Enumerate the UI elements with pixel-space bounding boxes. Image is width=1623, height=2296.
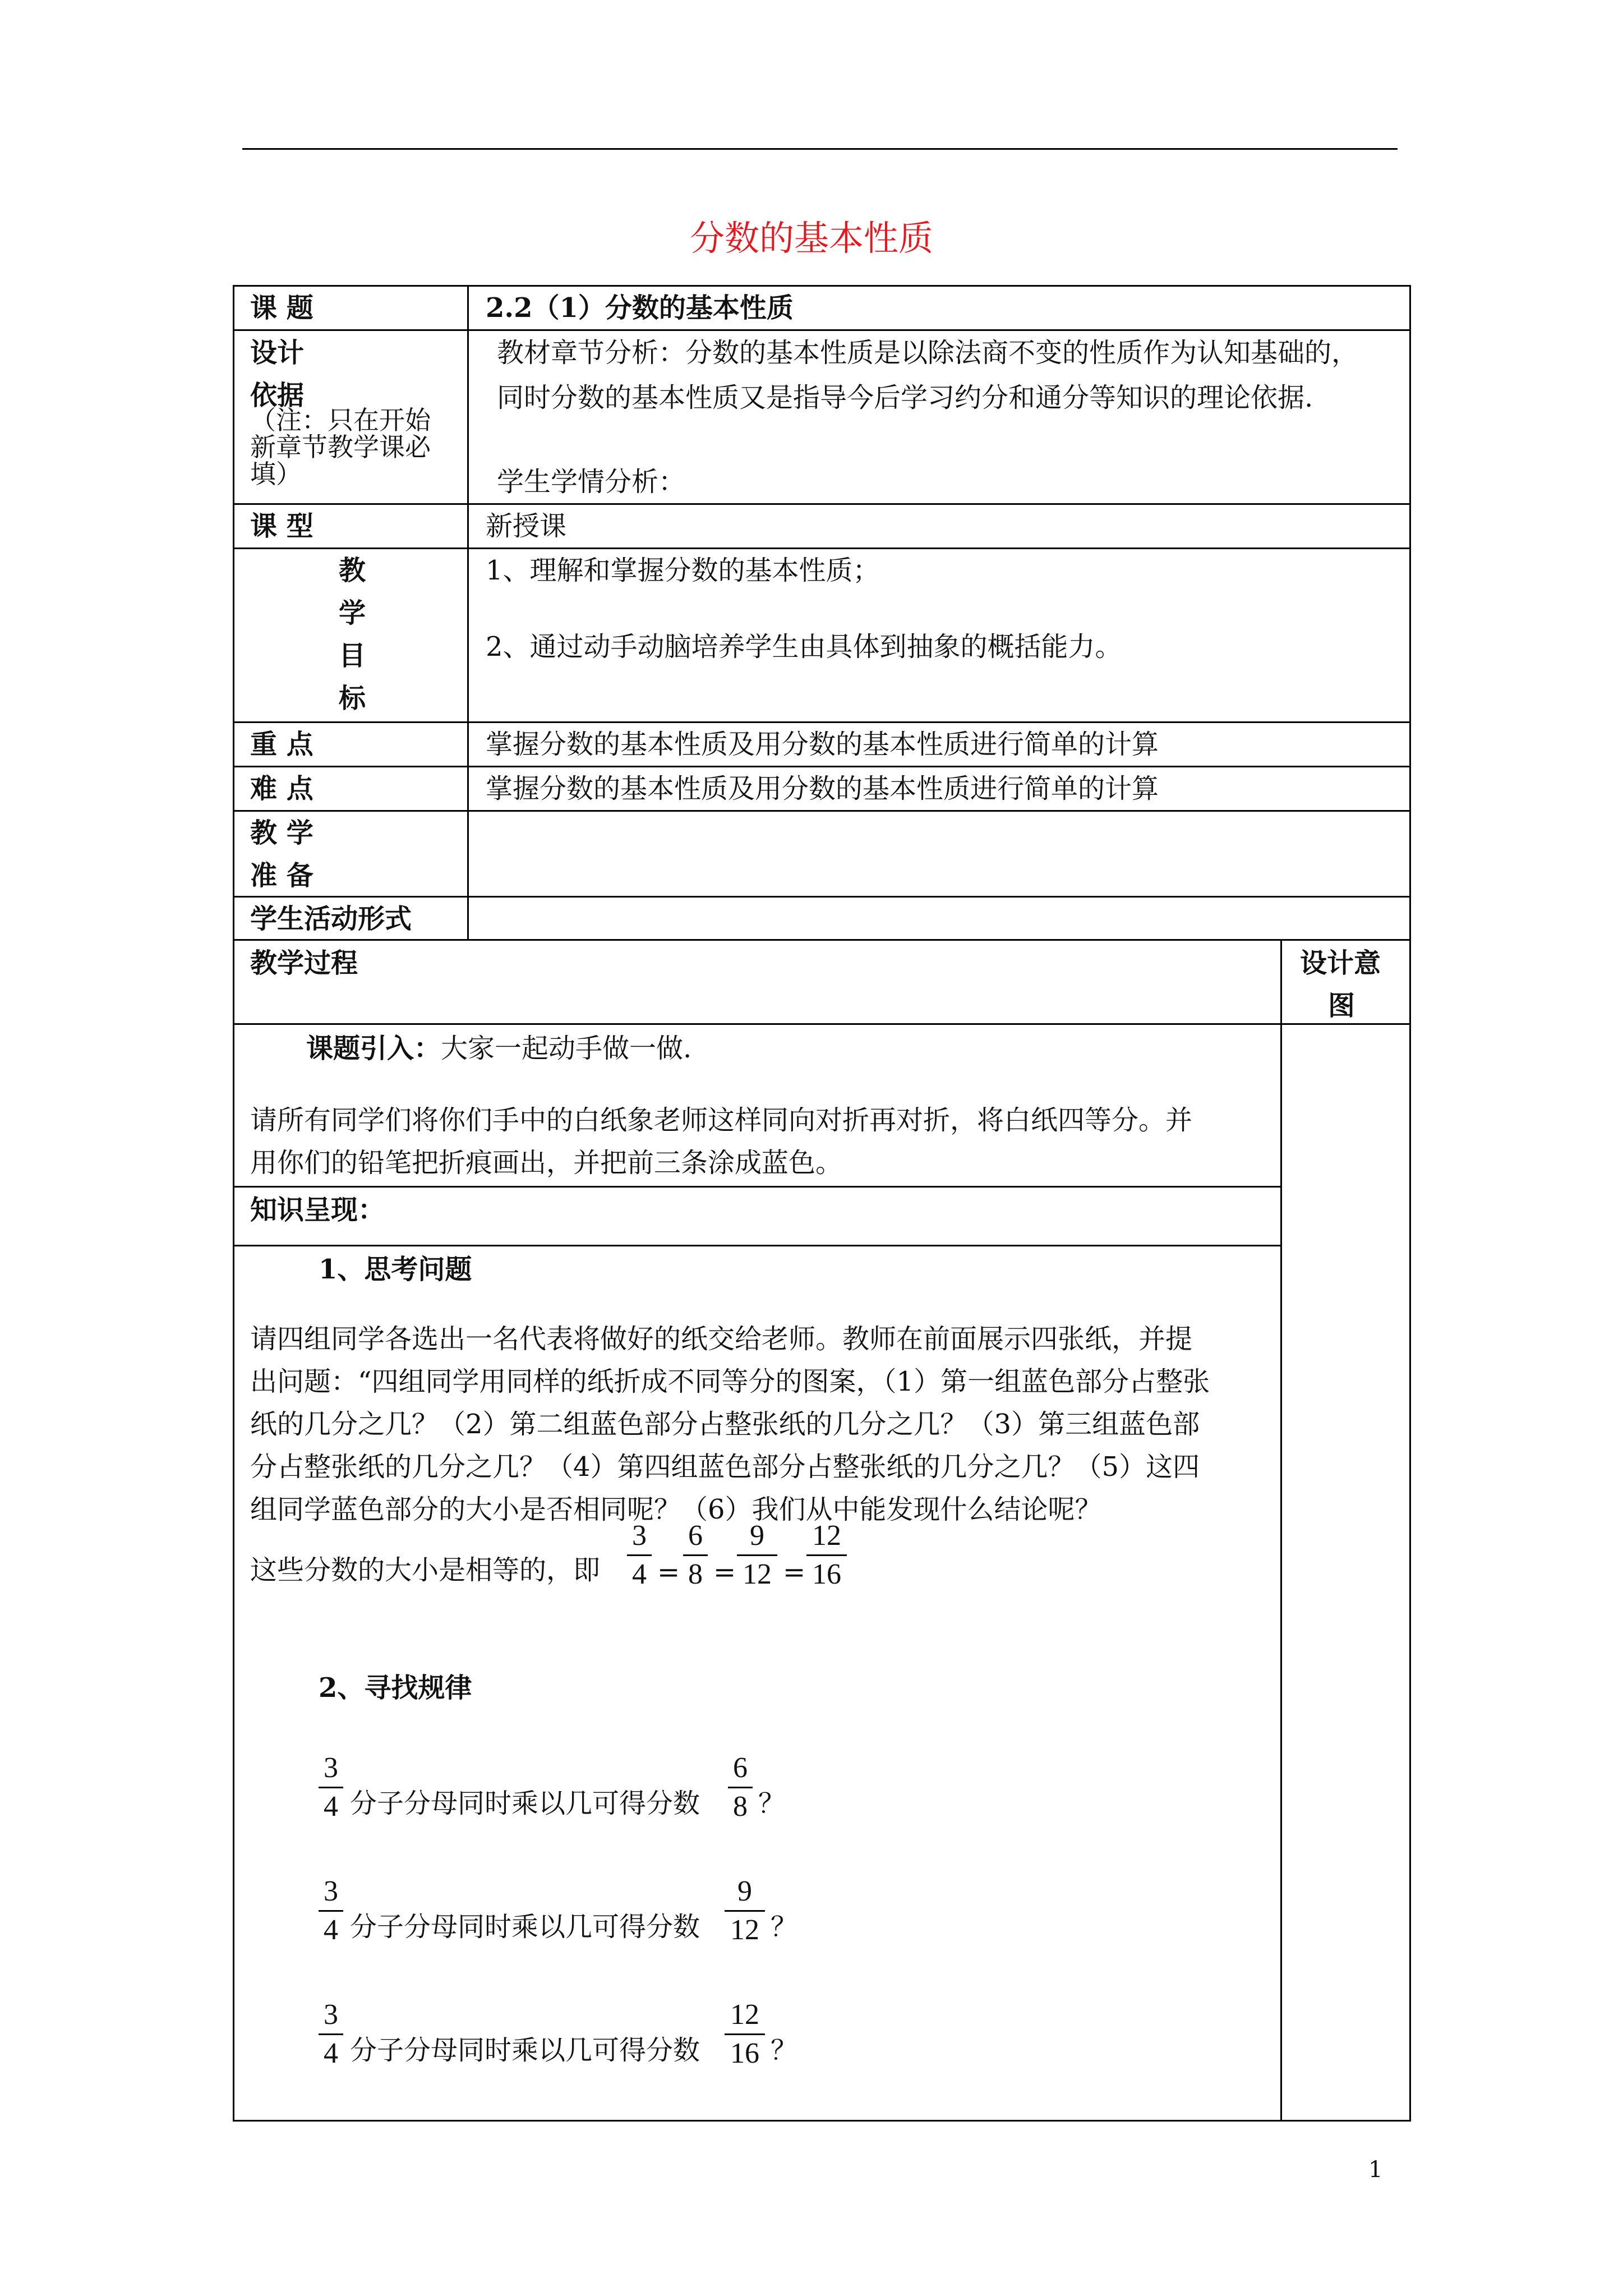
topic-value: 2.2（1）分数的基本性质: [486, 292, 794, 324]
design-analysis-2: 同时分数的基本性质又是指导今后学习约分和通分等知识的理论依据.: [497, 382, 1313, 413]
row-knowledge: [234, 1188, 1280, 1246]
design-note-1: （注：只在开始: [250, 405, 431, 435]
section1-line-1: 请四组同学各选出一名代表将做好的纸交给老师。教师在前面展示四张纸，并提: [250, 1323, 1193, 1355]
section1-heading: 1、思考问题: [319, 1254, 472, 1285]
fraction-eq-3: 9 12: [737, 1519, 777, 1592]
activity-label: 学生活动形式: [250, 903, 412, 935]
row-topic: [234, 287, 1409, 331]
type-value: 新授课: [486, 510, 567, 542]
rule-qmark-2: ？: [771, 1911, 798, 1943]
header-rule: [242, 148, 1398, 150]
equal-sign-2: =: [713, 1557, 736, 1588]
intent-label-1: 设计意: [1300, 947, 1381, 979]
intro-line: [306, 1027, 691, 1070]
section1-line-3: 纸的几分之几？（2）第二组蓝色部分占整张纸的几分之几？（3）第三组蓝色部: [250, 1409, 1200, 1440]
fraction-eq-4: 12 16: [806, 1519, 847, 1592]
design-note-3: 填）: [250, 459, 302, 489]
section1-line-2: 出问题：“四组同学用同样的纸折成不同等分的图案，（1）第一组蓝色部分占整张: [250, 1366, 1210, 1397]
goal-item-1: 1、理解和掌握分数的基本性质；: [486, 555, 880, 586]
fraction-eq-2: 6 8: [683, 1519, 708, 1592]
design-label-2: 依据: [250, 380, 305, 411]
intro-p1: 请所有同学们将你们手中的白纸象老师这样同向对折再对折，将白纸四等分。并: [250, 1105, 1193, 1136]
goal-item-2: 2、通过动手动脑培养学生由具体到抽象的概括能力。: [486, 631, 1122, 662]
goals-label-4: 标: [339, 683, 366, 714]
rule-to-fraction-2: 9 12: [725, 1874, 765, 1948]
goals-label-1: 教: [339, 555, 366, 586]
equal-sign-3: =: [783, 1557, 806, 1588]
intro-p2: 用你们的铅笔把折痕画出，并把前三条涂成蓝色。: [250, 1147, 843, 1179]
row-prep: [234, 812, 1409, 898]
goals-label-3: 目: [339, 640, 366, 671]
design-label-1: 设计: [250, 337, 305, 369]
section1-line-5: 组同学蓝色部分的大小是否相同呢？（6）我们从中能发现什么结论呢？: [250, 1494, 1102, 1525]
rule-question-1: 分子分母同时乘以几可得分数: [350, 1788, 700, 1819]
key-label: 重 点: [250, 729, 313, 760]
section2-heading: 2、寻找规律: [319, 1672, 472, 1704]
prep-label-1: 教 学: [250, 817, 313, 849]
row-process: [234, 941, 1409, 1025]
difficult-value: 掌握分数的基本性质及用分数的基本性质进行简单的计算: [486, 773, 1159, 804]
rule-to-fraction-3: 12 16: [725, 1998, 765, 2071]
key-value: 掌握分数的基本性质及用分数的基本性质进行简单的计算: [486, 729, 1159, 760]
process-label: 教学过程: [250, 947, 358, 979]
page-number: 1: [1368, 2157, 1383, 2183]
rule-qmark-3: ？: [771, 2035, 798, 2066]
rule-from-fraction-1: 3 4: [319, 1751, 343, 1824]
rule-question-2: 分子分母同时乘以几可得分数: [350, 1911, 700, 1943]
fraction-eq-1: 3 4: [627, 1519, 652, 1592]
type-label: 课 型: [250, 510, 313, 542]
row-type: [234, 505, 1409, 549]
knowledge-heading: 知识呈现：: [250, 1194, 385, 1226]
topic-label: 课 题: [250, 292, 313, 324]
intro-heading: 课题引入：: [306, 1033, 441, 1064]
lesson-table: [233, 285, 1411, 2122]
prep-label-2: 准 备: [250, 860, 313, 891]
intro-lead: 大家一起动手做一做.: [441, 1033, 692, 1064]
goals-label-2: 学: [339, 597, 366, 629]
difficult-label: 难 点: [250, 773, 313, 804]
section1-conclusion: 这些分数的大小是相等的，即: [250, 1554, 601, 1586]
design-note-2: 新章节教学课必: [250, 432, 431, 462]
equal-sign-1: =: [657, 1557, 680, 1588]
rule-from-fraction-2: 3 4: [319, 1874, 343, 1948]
design-analysis-1: 教材章节分析：分数的基本性质是以除法商不变的性质作为认知基础的，: [497, 337, 1359, 369]
section1-line-4: 分占整张纸的几分之几？（4）第四组蓝色部分占整张纸的几分之几？（5）这四: [250, 1451, 1200, 1483]
rule-question-3: 分子分母同时乘以几可得分数: [350, 2035, 700, 2066]
student-analysis: 学生学情分析：: [497, 466, 686, 498]
page-title: 分数的基本性质: [689, 218, 933, 259]
intent-label-2: 图: [1328, 990, 1355, 1022]
rule-to-fraction-1: 6 8: [728, 1751, 753, 1824]
rule-qmark-1: ？: [758, 1788, 786, 1819]
rule-from-fraction-3: 3 4: [319, 1998, 343, 2071]
intent-column-divider: [1280, 941, 1282, 2120]
